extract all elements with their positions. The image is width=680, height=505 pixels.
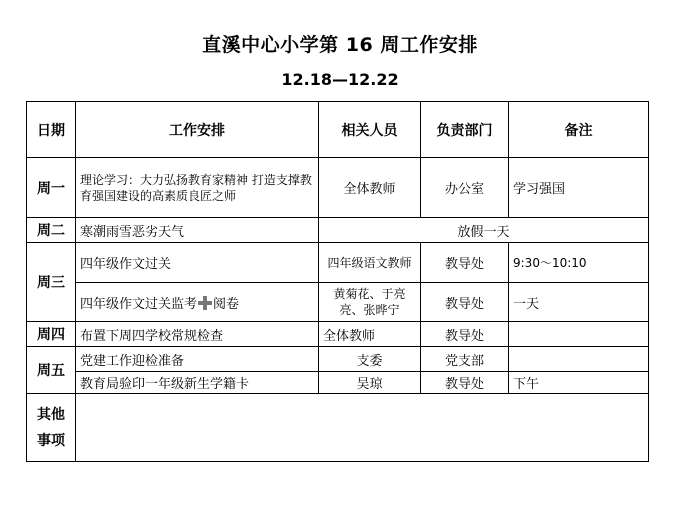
dept-cell: 教导处 [421, 372, 509, 394]
schedule-table [26, 101, 649, 462]
page-title: 直溪中心小学第 16 周工作安排 [202, 34, 478, 56]
day-monday: 周一 [27, 158, 76, 218]
task-text-before: 四年级作文过关监考 [80, 296, 198, 312]
note-cell: 9:30～10:10 [509, 243, 649, 283]
task-cell: 布置下周四学校常规检查 [76, 322, 319, 347]
plus-icon [198, 296, 212, 310]
other-items-label [27, 394, 76, 462]
people-cell: 全体教师 [319, 322, 421, 347]
people-cell: 支委 [319, 347, 421, 372]
note-cell: 下午 [509, 372, 649, 394]
task-cell: 寒潮雨雪恶劣天气 [76, 218, 319, 243]
table-row [27, 372, 649, 394]
dept-cell: 教导处 [421, 283, 509, 322]
table-row [27, 322, 649, 347]
task-cell: 理论学习：大力弘扬教育家精神 打造支撑教育强国建设的高素质良匠之师 [76, 158, 319, 218]
task-cell: 党建工作迎检准备 [76, 347, 319, 372]
day-tuesday: 周二 [27, 218, 76, 243]
task-cell: 教育局验印一年级新生学籍卡 [76, 372, 319, 394]
header-day: 日期 [27, 102, 76, 158]
other-items-content [76, 394, 649, 462]
table-row [27, 347, 649, 372]
other-label-line1: 其他 [37, 406, 65, 423]
day-wednesday: 周三 [27, 243, 76, 322]
table-row [27, 283, 649, 322]
task-text-after: 阅卷 [213, 296, 240, 312]
task-cell [76, 283, 319, 322]
table-row [27, 218, 649, 243]
dept-cell: 教导处 [421, 322, 509, 347]
day-friday: 周五 [27, 347, 76, 394]
dept-cell: 教导处 [421, 243, 509, 283]
table-row [27, 243, 649, 283]
people-cell: 吴琼 [319, 372, 421, 394]
table-row [27, 158, 649, 218]
dept-cell: 党支部 [421, 347, 509, 372]
note-cell: 学习强国 [509, 158, 649, 218]
note-cell: 一天 [509, 283, 649, 322]
note-cell [509, 347, 649, 372]
header-people: 相关人员 [319, 102, 421, 158]
people-cell: 四年级语文教师 [319, 243, 421, 283]
people-cell: 全体教师 [319, 158, 421, 218]
header-note: 备注 [509, 102, 649, 158]
header-row [27, 102, 649, 158]
other-label-line2: 事项 [37, 432, 65, 449]
date-range: 12.18—12.22 [281, 70, 399, 89]
note-cell [509, 322, 649, 347]
dept-cell: 办公室 [421, 158, 509, 218]
day-thursday: 周四 [27, 322, 76, 347]
people-cell: 黄菊花、于亮亮、张晔宁 [319, 283, 421, 322]
holiday-merged-cell: 放假一天 [319, 218, 649, 243]
task-cell: 四年级作文过关 [76, 243, 319, 283]
header-task: 工作安排 [76, 102, 319, 158]
header-dept: 负责部门 [421, 102, 509, 158]
table-row [27, 394, 649, 462]
